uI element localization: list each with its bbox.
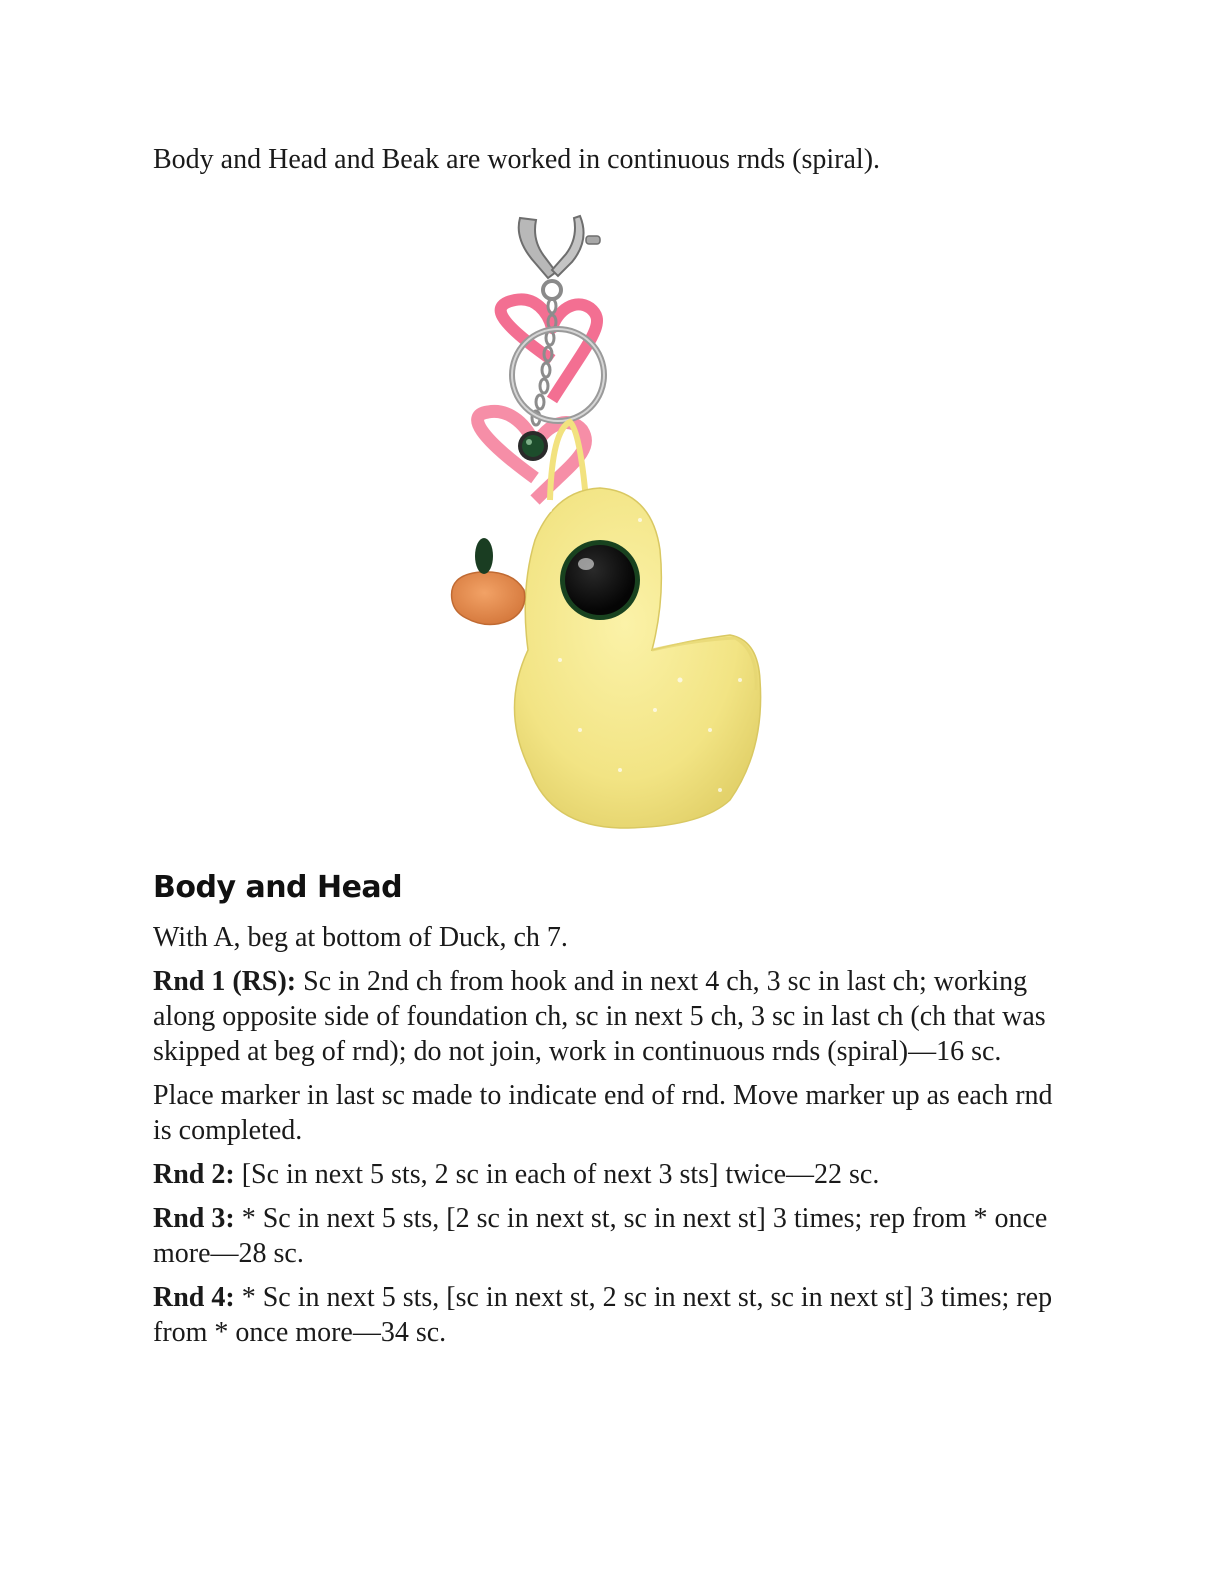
paragraph <box>153 964 1068 1069</box>
duck-keychain-figure <box>440 210 780 835</box>
paragraph-text: Place marker in last sc made to indicate end of rnd. Move marker up as each rnd is completed. <box>153 1080 1053 1146</box>
paragraph <box>153 920 1068 955</box>
gem-charm-icon <box>518 431 548 461</box>
intro-text: Body and Head and Beak are worked in continuous rnds (spiral). <box>153 144 881 175</box>
paragraph <box>153 1078 1068 1148</box>
paragraph <box>153 1201 1068 1271</box>
paragraph <box>153 1280 1068 1350</box>
paragraph <box>153 1157 1068 1192</box>
paragraph-label: Rnd 3: <box>153 1203 235 1234</box>
beak-icon <box>452 572 525 625</box>
paragraph-text: [Sc in next 5 sts, 2 sc in each of next 3 sts] twice—22 sc. <box>234 1159 880 1190</box>
paragraph-text: * Sc in next 5 sts, [sc in next st, 2 sc in next st, sc in next st] 3 times; rep from * once more—34 sc. <box>153 1282 1053 1348</box>
paragraph-text: * Sc in next 5 sts, [2 sc in next st, sc in next st] 3 times; rep from * once more—28 sc. <box>153 1203 1048 1269</box>
section-title: Body and Head <box>153 870 403 905</box>
paragraph-label: Rnd 2: <box>153 1159 235 1190</box>
paragraph-label: Rnd 1 (RS): <box>153 966 297 997</box>
clasp-icon <box>519 216 600 299</box>
duck-keychain-icon <box>440 210 780 835</box>
paragraph-text: Sc in 2nd ch from hook and in next 4 ch, 3 sc in last ch; working along opposite side of foundation ch, sc in next 5 ch, 3 sc in last ch (ch that was skipped at beg of rnd); do not join, work in continuous rnds (spiral)—16 sc. <box>153 966 1046 1067</box>
duck-body-icon <box>514 488 760 828</box>
instructions-block <box>153 920 1068 1359</box>
paragraph-label: Rnd 4: <box>153 1282 235 1313</box>
paragraph-text: With A, beg at bottom of Duck, ch 7. <box>153 922 568 953</box>
